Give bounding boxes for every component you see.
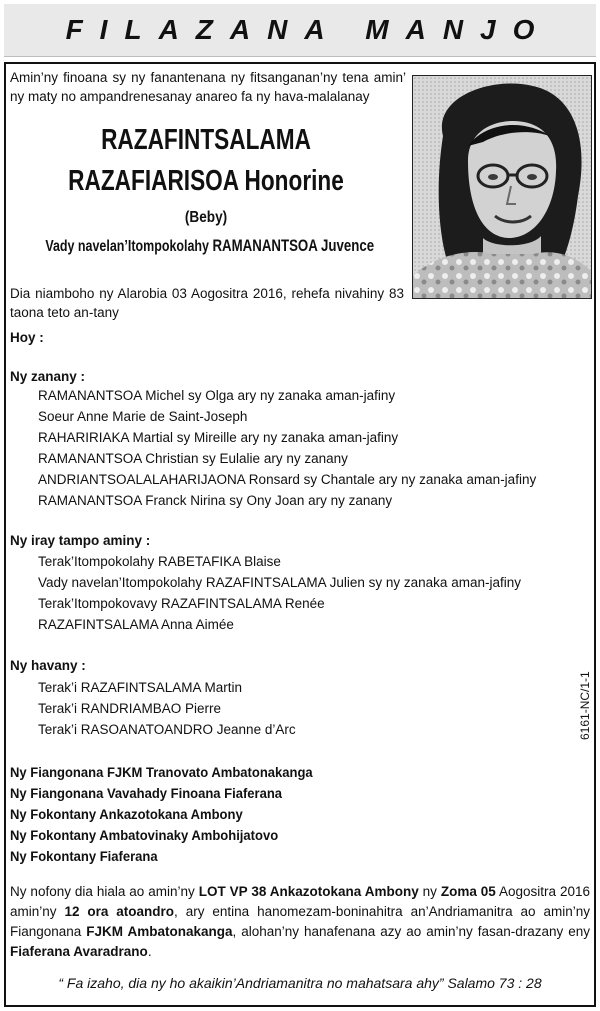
list-item: RAHARIRIAKA Martial sy Mireille ary ny zanaka aman-jafiny — [38, 430, 399, 445]
list-item: Terak’i RASOANATOANDRO Jeanne d’Arc — [38, 722, 296, 737]
hoy-label: Hoy : — [10, 330, 44, 345]
spouse-prefix: Vady navelan’Itompokolahy — [45, 238, 209, 255]
death-notice: Dia niamboho ny Alarobia 03 Aogositra 2016, rehefa nivahiny 83 taona teto an-tany — [10, 286, 404, 320]
list-item: Terak’i RANDRIAMBAO Pierre — [38, 701, 222, 716]
organization-item: Ny Fokontany Ambatovinaky Ambohijatovo — [10, 827, 279, 843]
funeral-text: , ary entina hanomezam-boninahitra an’Andriamanitra ao amin’ny Fiangonana — [10, 904, 590, 939]
list-item: RAZAFINTSALAMA Anna Aimée — [38, 617, 234, 632]
spouse-name: RAMANANTSOA Juvence — [212, 236, 375, 255]
deceased-nickname: (Beby) — [184, 209, 228, 226]
funeral-details — [10, 882, 590, 962]
list-item: RAMANANTSOA Christian sy Eulalie ary ny zanany — [38, 451, 348, 466]
children-list — [38, 385, 536, 511]
funeral-time: 12 ora atoandro — [64, 904, 175, 919]
bible-quote: “ Fa izaho, dia ny ho akaikin’Andriamanitra no mahatsara ahy” Salamo 73 : 28 — [58, 975, 542, 991]
portrait-image — [413, 76, 591, 298]
funeral-text: Aogositra 2016 amin’ny — [10, 884, 590, 919]
organization-item: Ny Fokontany Ankazotokana Ambony — [10, 806, 243, 822]
relatives-label: Ny havany : — [10, 658, 86, 673]
list-item: Terak’i RAZAFINTSALAMA Martin — [38, 680, 243, 695]
list-item: Soeur Anne Marie de Saint-Joseph — [38, 409, 248, 424]
organization-item: Ny Fiangonana Vavahady Finoana Fiaferana — [10, 785, 283, 801]
organizations-list — [10, 762, 335, 867]
reference-code: 6161-NC/1-1 — [578, 671, 592, 740]
funeral-text: . — [147, 944, 152, 959]
spouse-line — [45, 236, 375, 256]
deceased-name-line1: RAZAFINTSALAMA — [101, 124, 311, 156]
organization-item: Ny Fiangonana FJKM Tranovato Ambatonakanga — [10, 764, 313, 780]
relatives-list — [38, 677, 296, 740]
funeral-church: FJKM Ambatonakanga — [86, 924, 233, 939]
list-item: RAMANANTSOA Franck Nirina sy Ony Joan ary ny zanany — [38, 493, 393, 508]
list-item: Terak’Itompokolahy RABETAFIKA Blaise — [38, 554, 281, 569]
funeral-text: ny — [418, 884, 441, 899]
list-item: Terak’Itompokovavy RAZAFINTSALAMA Renée — [38, 596, 325, 611]
notice-title: FILAZANA MANJO — [65, 14, 552, 45]
intro-text: Amin’ny finoana sy ny fanantenana ny fitsanganan’ny tena amin’ ny maty no ampandrenesanay anareo fa ny hava-malalanay — [10, 70, 406, 104]
deceased-photo — [412, 75, 592, 299]
funeral-location: LOT VP 38 Ankazotokana Ambony — [198, 884, 419, 899]
funeral-text: Ny nofony dia hiala ao amin’ny — [10, 884, 199, 899]
deceased-name-line2: RAZAFIARISOA Honorine — [68, 165, 344, 197]
list-item: Vady navelan’Itompokolahy RAZAFINTSALAMA Julien sy ny zanaka aman-jafiny — [38, 575, 521, 590]
funeral-text: , alohan’ny hanafenana azy ao amin’ny fasan-drazany eny — [232, 924, 590, 939]
siblings-label: Ny iray tampo aminy : — [10, 533, 151, 548]
notice-header — [4, 4, 596, 57]
list-item: RAMANANTSOA Michel sy Olga ary ny zanaka aman-jafiny — [38, 388, 396, 403]
funeral-day: Zoma 05 — [440, 884, 496, 899]
organization-item: Ny Fokontany Fiaferana — [10, 848, 158, 864]
list-item: ANDRIANTSOALALAHARIJAONA Ronsard sy Chantale ary ny zanaka aman-jafiny — [38, 472, 537, 487]
children-label: Ny zanany : — [10, 369, 86, 384]
siblings-list — [38, 551, 521, 635]
burial-place: Fiaferana Avaradrano — [10, 944, 148, 959]
